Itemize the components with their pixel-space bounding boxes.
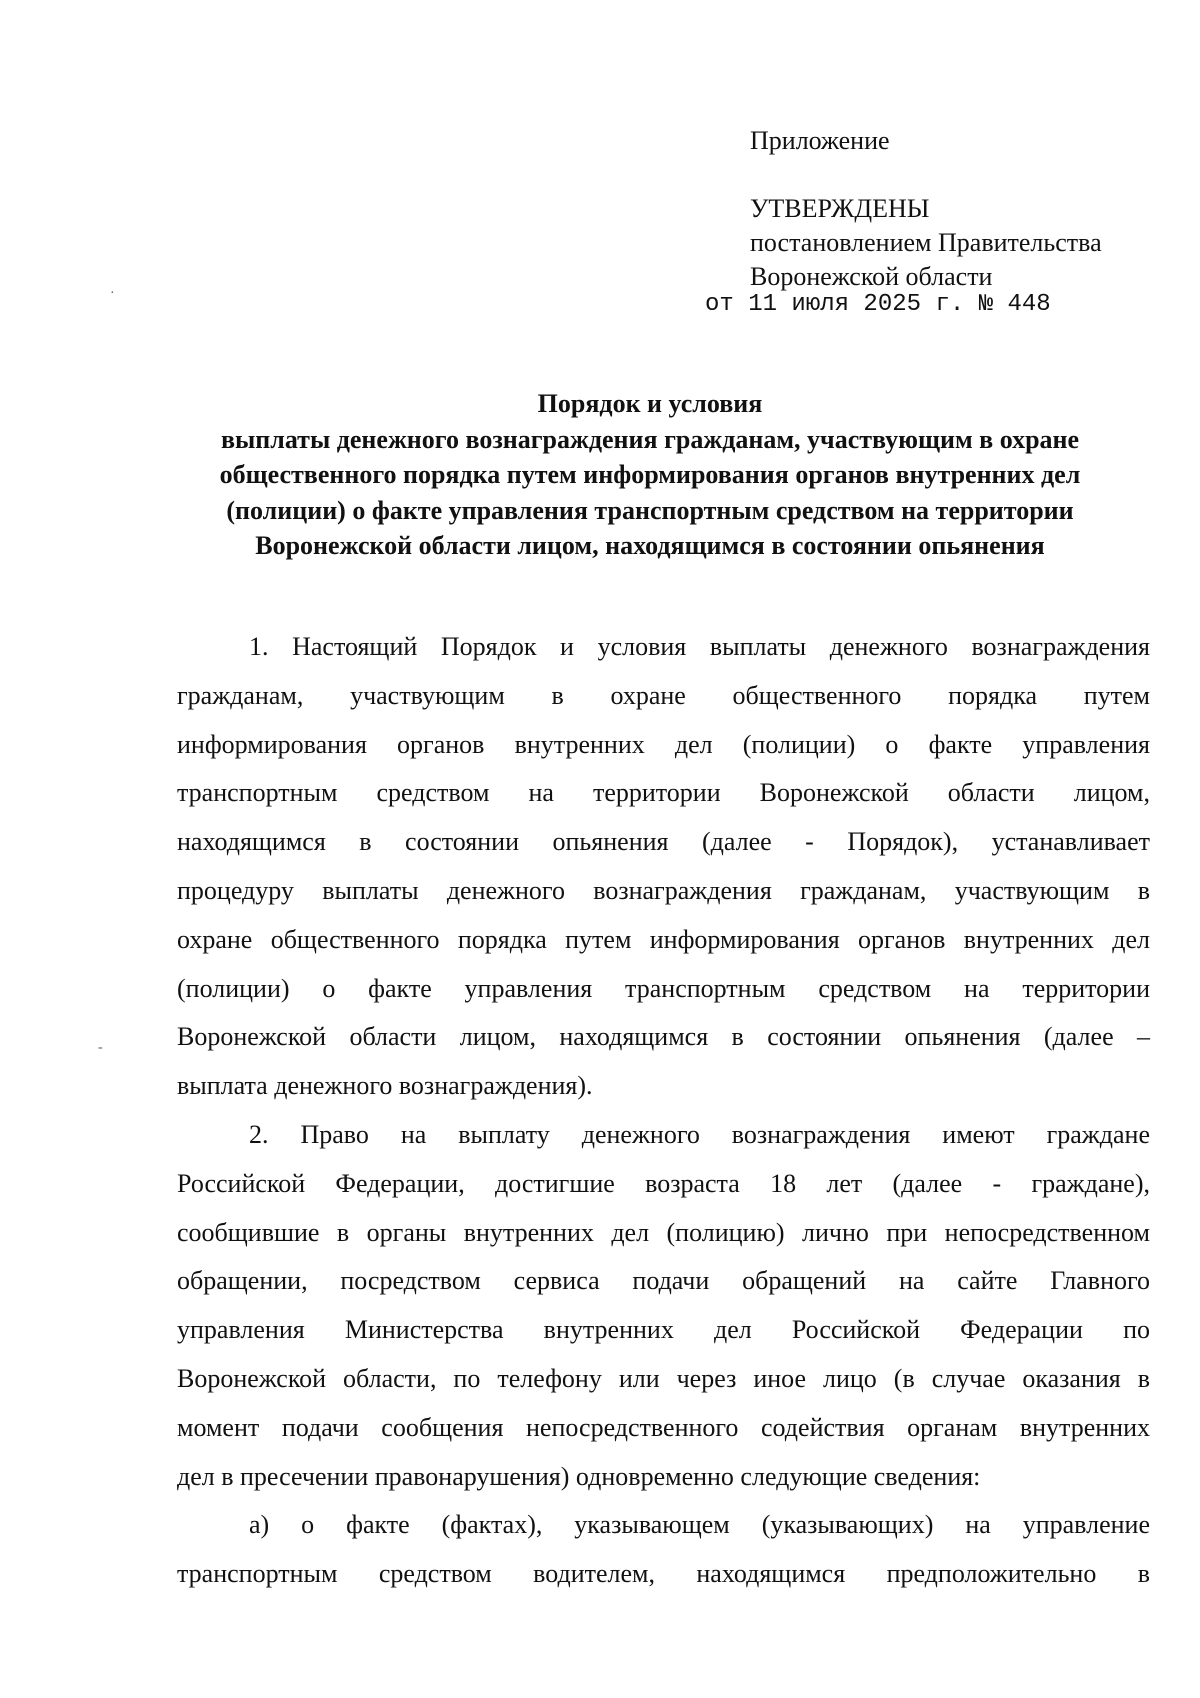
title-line: выплаты денежного вознаграждения гражданам, участвующим в охране: [220, 424, 1080, 454]
paragraph-1-line: выплата денежного вознаграждения).: [177, 1071, 593, 1101]
title-line: (полиции) о факте управления транспортным средством на территории: [226, 495, 1074, 525]
decree-date-number: от 11 июля 2025 г. № 448: [705, 291, 1051, 318]
approval-block: [705, 124, 1102, 318]
paragraph-1-line: 1. Настоящий Порядок и условия выплаты денежного вознаграждения: [249, 632, 1150, 661]
paragraph-2-line: дел в пресечении правонарушения) одновременно следующие сведения:: [177, 1461, 981, 1491]
title-line: Воронежской области лицом, находящимся в состоянии опьянения: [255, 531, 1045, 560]
decree-line-1: постановлением Правительства: [750, 228, 1102, 257]
decree-line-2: Воронежской области: [750, 262, 993, 291]
paragraph-1-line: транспортным средством на территории Воронежской области лицом,: [177, 778, 1150, 808]
paragraph-2-line: Российской Федерации, достигшие возраста 18 лет (далее - граждане),: [177, 1168, 1150, 1198]
appendix-label: Приложение: [750, 126, 890, 155]
paragraph-1-line: Воронежской области лицом, находящимся в состоянии опьянения (далее –: [177, 1022, 1150, 1052]
paragraph-2-line: 2. Право на выплату денежного вознаграждения имеют граждане: [249, 1119, 1150, 1149]
subparagraph-a-line: а) о факте (фактах), указывающем (указывающих) на управление: [249, 1510, 1150, 1540]
paragraph-2-line: управления Министерства внутренних дел Российской Федерации по: [177, 1315, 1150, 1345]
paragraph-2-line: обращении, посредством сервиса подачи обращений на сайте Главного: [177, 1266, 1150, 1296]
document-body: [177, 623, 1150, 1599]
subparagraph-a-line: транспортным средством водителем, находящимся предположительно в: [177, 1559, 1150, 1589]
title-line: Порядок и условия: [537, 389, 763, 418]
scan-artifact: ·: [110, 286, 115, 301]
paragraph-2-line: сообщившие в органы внутренних дел (полицию) лично при непосредственном: [177, 1217, 1150, 1247]
paragraph-1-line: находящимся в состоянии опьянения (далее - Порядок), устанавливает: [177, 827, 1150, 857]
approved-label: УТВЕРЖДЕНЫ: [750, 194, 930, 223]
document-title: [160, 386, 1140, 564]
paragraph-1-line: информирования органов внутренних дел (полиции) о факте управления: [177, 729, 1150, 759]
paragraph-2-line: Воронежской области, по телефону или через иное лицо (в случае оказания в: [177, 1363, 1150, 1393]
paragraph-1-line: гражданам, участвующим в охране общественного порядка путем: [177, 680, 1150, 710]
paragraph-1-line: (полиции) о факте управления транспортным средством на территории: [177, 973, 1150, 1003]
paragraph-2-line: момент подачи сообщения непосредственного содействия органам внутренних: [177, 1412, 1150, 1442]
paragraph-1-line: процедуру выплаты денежного вознаграждения гражданам, участвующим в: [177, 875, 1150, 905]
scan-artifact: -: [98, 1040, 103, 1055]
paragraph-1-line: охране общественного порядка путем информирования органов внутренних дел: [177, 924, 1150, 954]
title-line: общественного порядка путем информирования органов внутренних дел: [219, 460, 1081, 489]
